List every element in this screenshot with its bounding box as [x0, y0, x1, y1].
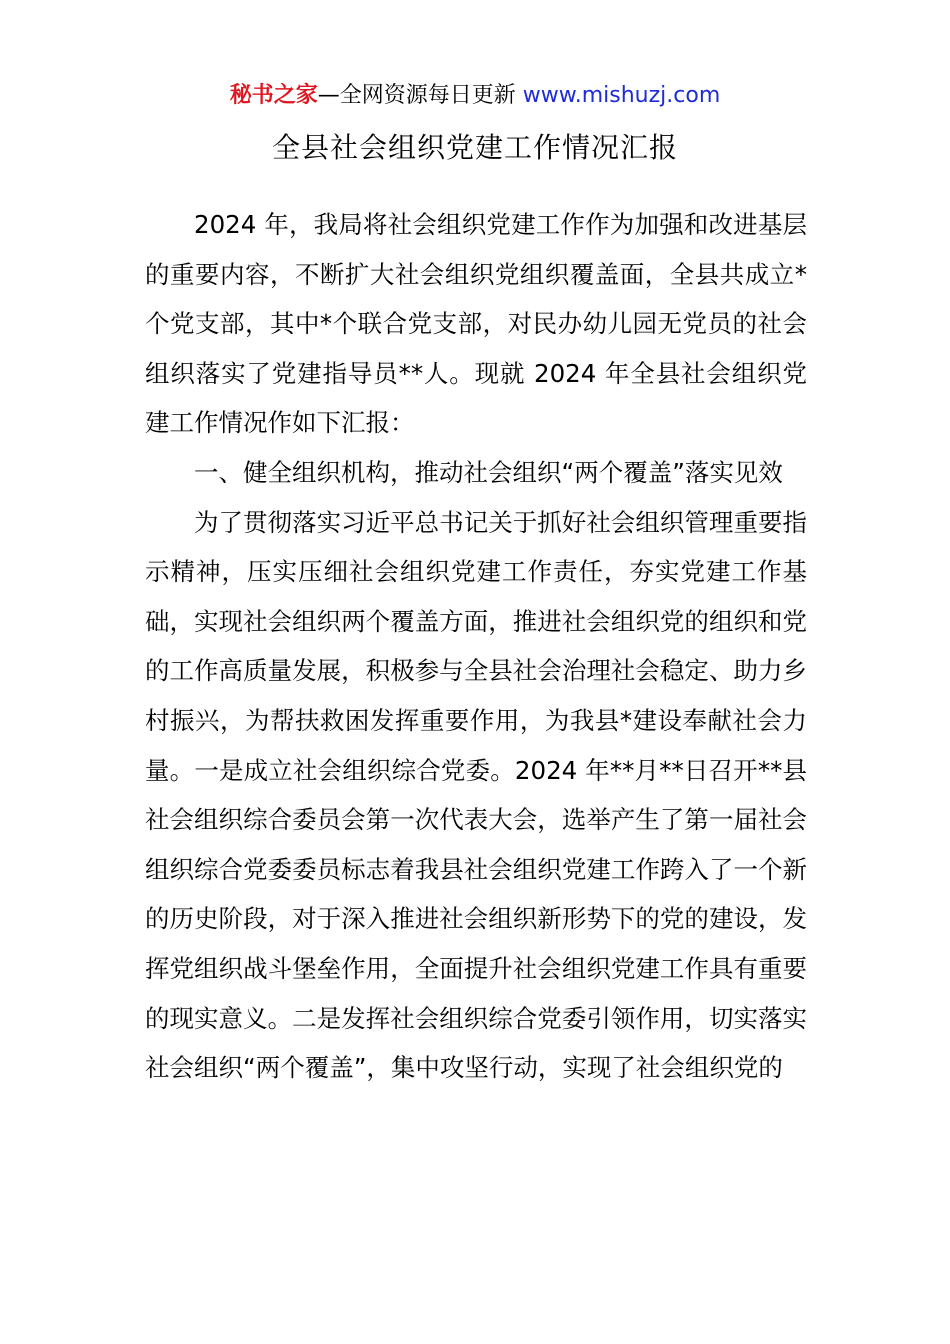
section-heading-1: 一、健全组织机构，推动社会组织“两个覆盖”落实见效	[194, 457, 783, 487]
site-header	[0, 80, 950, 112]
paragraph-intro: 2024 年，我局将社会组织党建工作作为加强和改进基层的重要内容，不断扩大社会组织党组织覆盖面，全县共成立*个党支部，其中*个联合党支部，对民办幼儿园无党员的社会组织落实了党建指导员**人。现就 2024 年全县社会组织党建工作情况作如下汇报：	[145, 210, 807, 438]
document-body	[145, 200, 807, 1093]
site-url-link[interactable]: www.mishuzj.com	[522, 83, 721, 108]
paragraph-section-1: 为了贯彻落实习近平总书记关于抓好社会组织管理重要指示精神，压实压细社会组织党建工作责任，夯实党建工作基础，实现社会组织两个覆盖方面，推进社会组织党的组织和党的工作高质量发展，积极参与全县社会治理社会稳定、助力乡村振兴，为帮扶救困发挥重要作用，为我县*建设奉献社会力量。一是成立社会组织综合党委。2024 年**月**日召开**县社会组织综合委员会第一次代表大会，选举产生了第一届社会组织综合党委委员标志着我县社会组织党建工作跨入了一个新的历史阶段，对于深入推进社会组织新形势下的党的建设，发挥党组织战斗堡垒作用，全面提升社会组织党建工作具有重要的现实意义。二是发挥社会组织综合党委引领作用，切实落实社会组织“两个覆盖”，集中攻坚行动，实现了社会组织党的	[145, 507, 807, 1083]
site-tagline: —全网资源每日更新	[317, 83, 523, 108]
document-title: 全县社会组织党建工作情况汇报	[271, 131, 678, 164]
site-brand: 秘书之家	[229, 83, 318, 108]
